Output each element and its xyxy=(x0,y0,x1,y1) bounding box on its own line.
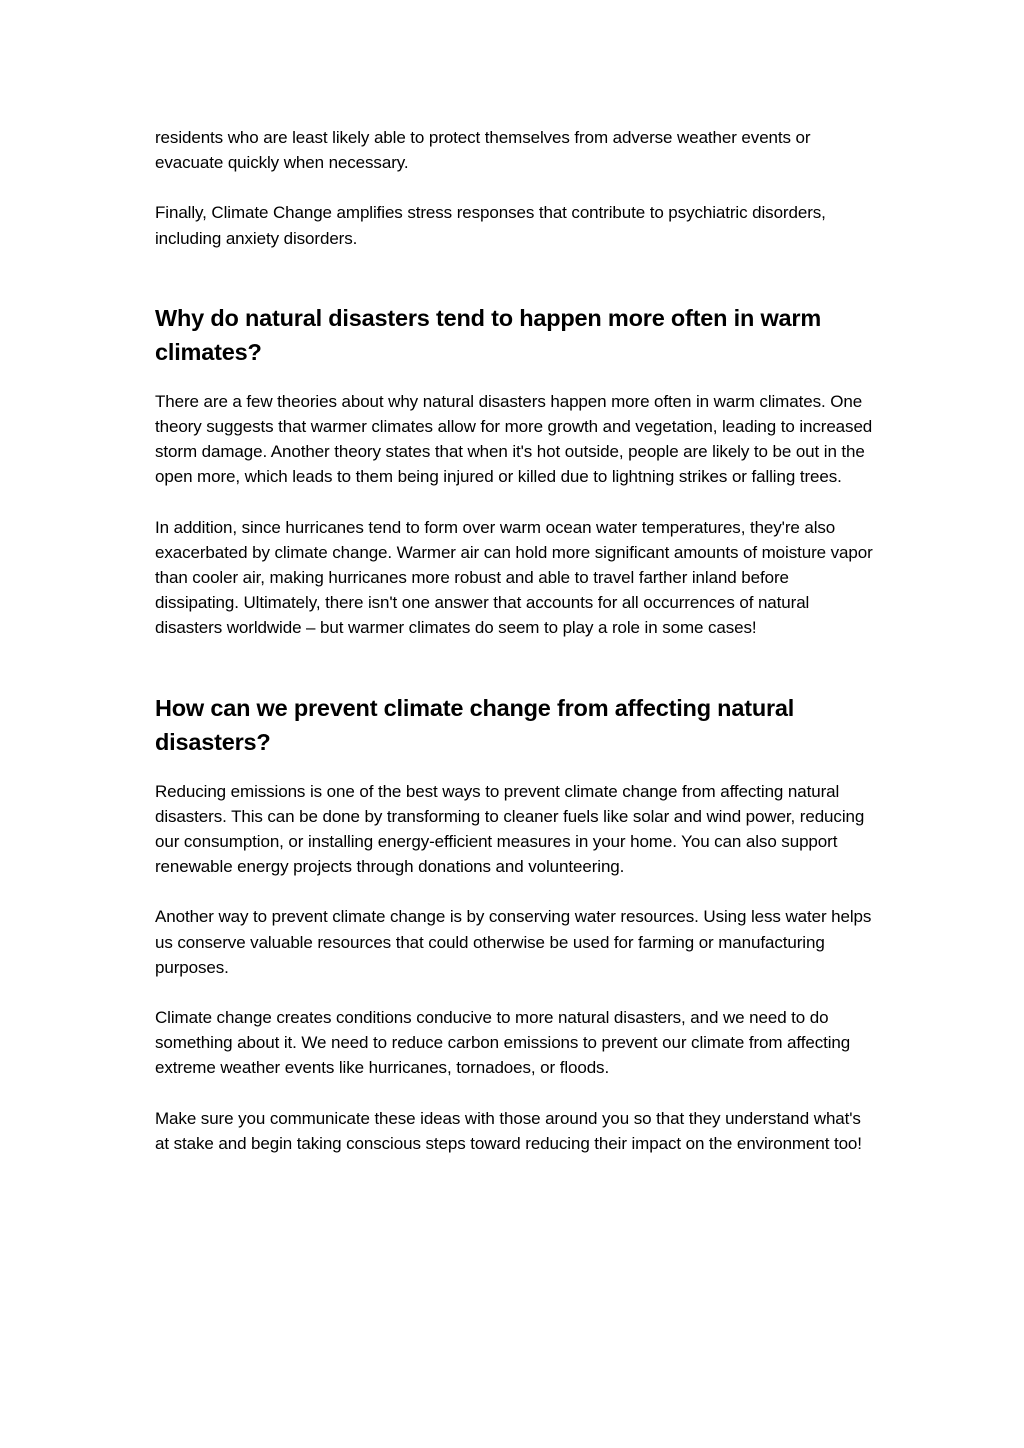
section-heading-prevention: How can we prevent climate change from affecting natural disasters? xyxy=(155,694,795,755)
section1-paragraph-2: In addition, since hurricanes tend to form over warm ocean water temperatures, they're also exacerbated by climate change. Warmer air can hold more significant amounts of moisture vapor than cooler air, making hurricanes more robust and able to travel farther inland before dissipating. Ultimately, there isn't one answer that accounts for all occurrences of natural disasters worldwide – but warmer climates do seem to play a role in some cases! xyxy=(155,517,873,638)
section-heading-warm-climates: Why do natural disasters tend to happen more often in warm climates? xyxy=(155,304,822,365)
section-prevention xyxy=(155,691,875,1156)
section-warm-climates xyxy=(155,301,875,641)
intro-paragraph-2: Finally, Climate Change amplifies stress responses that contribute to psychiatric disorders, including anxiety disorders. xyxy=(155,203,826,248)
document-page xyxy=(155,125,875,1181)
section2-paragraph-1: Reducing emissions is one of the best ways to prevent climate change from affecting natural disasters. This can be done by transforming to cleaner fuels like solar and wind power, reducing our consumption, or installing energy-efficient measures in your home. You can also support renewable energy projects through donations and volunteering. xyxy=(155,781,865,877)
section1-paragraph-1: There are a few theories about why natural disasters happen more often in warm climates. One theory suggests that warmer climates allow for more growth and vegetation, leading to increased storm damage. Another theory states that when it's hot outside, people are likely to be out in the open more, which leads to them being injured or killed due to lightning strikes or falling trees. xyxy=(155,391,873,487)
section2-paragraph-3: Climate change creates conditions conducive to more natural disasters, and we need to do something about it. We need to reduce carbon emissions to prevent our climate from affecting extreme weather events like hurricanes, tornadoes, or floods. xyxy=(155,1008,851,1078)
section2-paragraph-4: Make sure you communicate these ideas with those around you so that they understand what's at stake and begin taking conscious steps toward reducing their impact on the environment too! xyxy=(155,1108,862,1153)
intro-paragraph-1: residents who are least likely able to protect themselves from adverse weather events or evacuate quickly when necessary. xyxy=(155,128,811,173)
section2-paragraph-2: Another way to prevent climate change is by conserving water resources. Using less water helps us conserve valuable resources that could otherwise be used for farming or manufacturing purposes. xyxy=(155,907,872,977)
